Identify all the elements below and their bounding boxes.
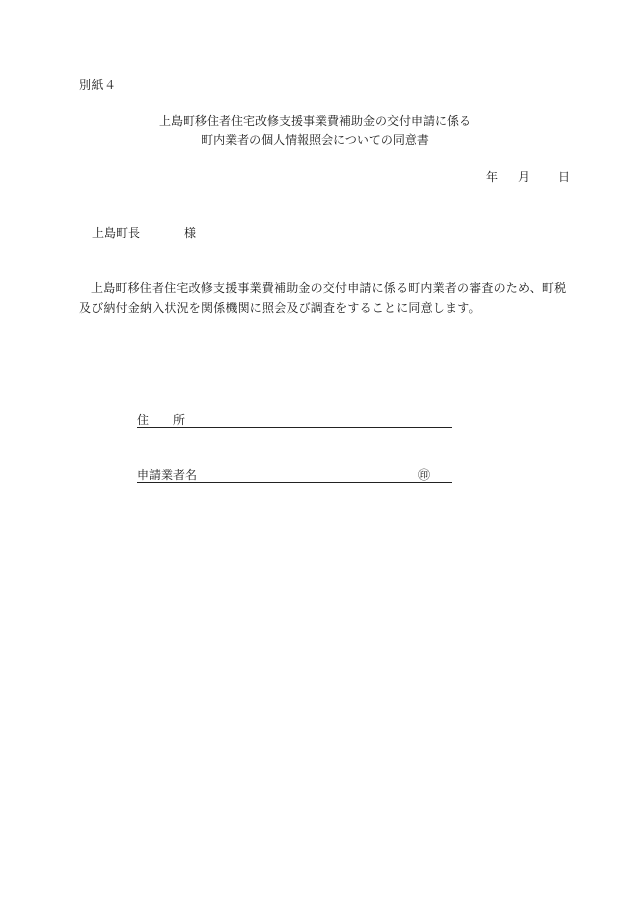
title-line-2: 町内業者の個人情報照会についての同意書 bbox=[201, 133, 429, 147]
date-month-label: 月 bbox=[518, 170, 531, 184]
date-line bbox=[486, 168, 571, 185]
consent-body-text: 上島町移住者住宅改修支援事業費補助金の交付申請に係る町内業者の審査のため、町税及び納付金納入状況を関係機関に照会及び調査をすることに同意します。 bbox=[79, 281, 567, 315]
address-field[interactable] bbox=[137, 411, 452, 428]
title-line-1: 上島町移住者住宅改修支援事業費補助金の交付申請に係る bbox=[158, 114, 471, 128]
attachment-label: 別紙４ bbox=[79, 78, 117, 92]
date-day-label: 日 bbox=[558, 170, 571, 184]
date-year-label: 年 bbox=[486, 170, 499, 184]
addressee bbox=[92, 224, 197, 241]
seal-mark: ㊞ bbox=[417, 468, 430, 482]
applicant-name-label: 申請業者名 bbox=[137, 468, 198, 482]
addressee-honorific: 様 bbox=[184, 226, 197, 240]
address-label bbox=[137, 413, 185, 427]
addressee-name: 上島町長 bbox=[92, 226, 141, 240]
address-label-char-2: 所 bbox=[173, 413, 186, 427]
address-label-char-1: 住 bbox=[137, 413, 150, 427]
applicant-name-field[interactable] bbox=[137, 466, 452, 483]
